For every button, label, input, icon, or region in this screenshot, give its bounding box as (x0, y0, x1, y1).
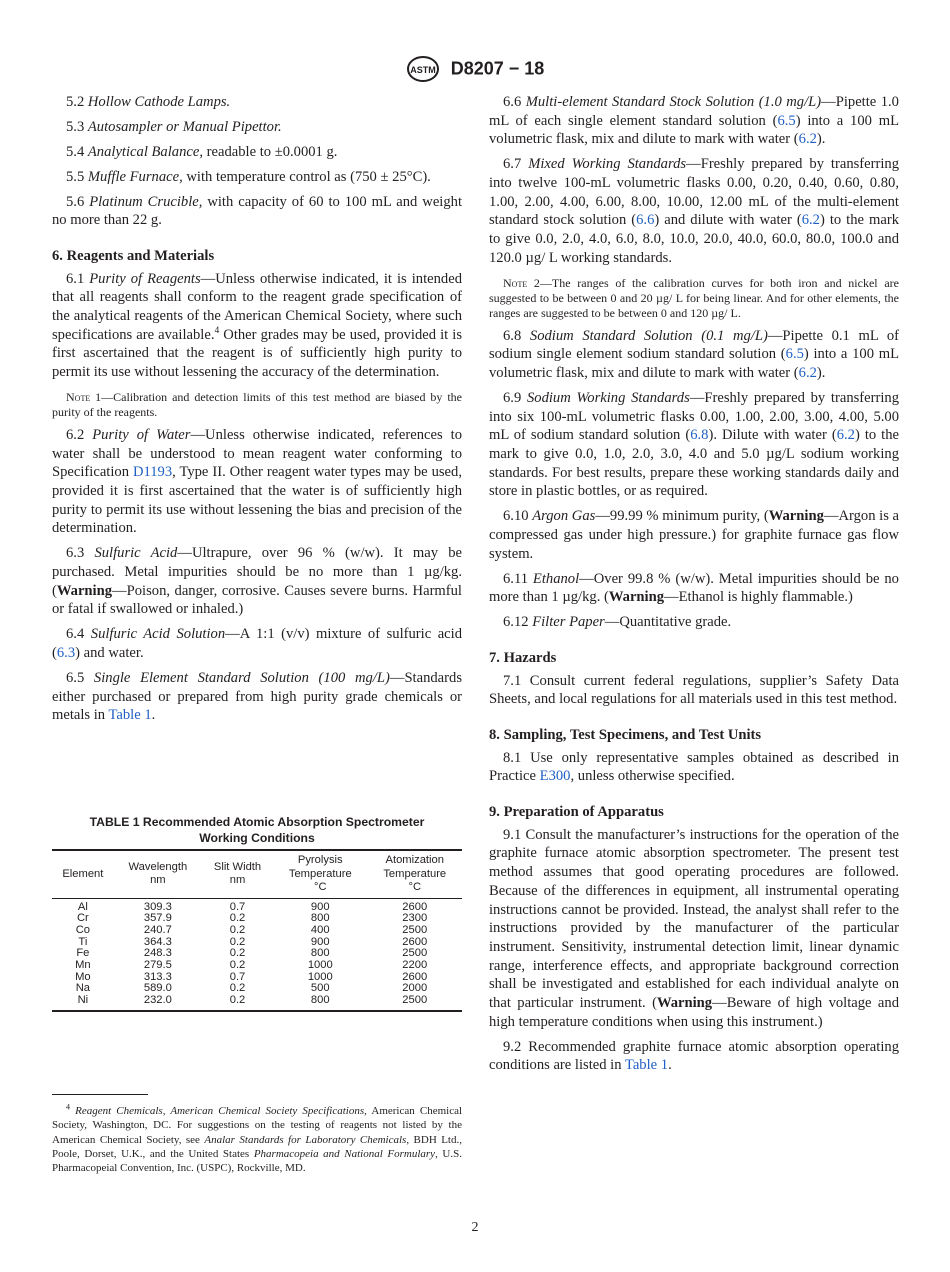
text: —Unless otherwise indicated, references to water shall be understood to mean reagent water conforming to Specification (52, 426, 462, 481)
text: —Freshly prepared by transferring into twelve 100-mL volumetric flasks 0.00, 0.20, 0.40, 0.60, 0.80, 1.00, 2.00, 4.00, 6.00, 8.00, 10.00, 12.00 mL of the multi-element standard stock solution ( (489, 156, 900, 229)
text: 8. Sampling, Test Specimens, and Test Units (489, 726, 762, 743)
italic-text: Argon Gas (532, 508, 596, 525)
table-row (52, 937, 462, 949)
header-line: °C (408, 881, 422, 893)
designation: D8207 − 18 (450, 58, 545, 79)
italic-text: Hollow Cathode Lamps. (87, 94, 231, 110)
text: ). (816, 131, 826, 148)
italic-text: Sodium Working Standards (526, 389, 690, 406)
text: . (151, 707, 156, 724)
table-cell: 0.7 (229, 970, 246, 983)
italic-text: Sulfuric Acid Solution (90, 626, 226, 643)
table-cell: 0.2 (229, 994, 246, 1007)
text: . (668, 1057, 672, 1074)
text: 6.1 (66, 270, 90, 287)
table-header-row (52, 850, 462, 898)
italic-text: Autosampler or Manual Pipettor. (87, 118, 282, 135)
italic-text: Filter Paper (532, 614, 605, 631)
note-label: Note (503, 275, 528, 290)
table-row (52, 960, 462, 972)
italic-text: Sodium Standard Solution (0.1 mg/L) (529, 327, 768, 344)
note (52, 390, 462, 420)
paragraph (489, 613, 899, 632)
footnote-4 (52, 1104, 462, 1175)
note (489, 276, 899, 321)
text: 6.6 (503, 94, 526, 110)
text: —Unless otherwise indicated, it is intended that all reagents shall conform to the reagent grade specification of the analytical reagents of the American Chemical Society, where such specifications are available. (52, 270, 462, 343)
table-row (52, 983, 462, 995)
table-cell: 589.0 (143, 982, 172, 995)
cross-reference-link[interactable]: Table 1 (108, 707, 152, 724)
italic-text: Pharmacopeia and National Formulary (253, 1147, 436, 1160)
text: Other grades may be used, provided it is first ascertained that the reagent is of sufficiently high purity to permit its use without lessening the accuracy of the determination. (52, 326, 462, 381)
cross-reference-link[interactable]: 6.5 (785, 346, 804, 363)
text: —Ethanol is highly flammable.) (664, 589, 853, 606)
bold-text: Warning (608, 589, 665, 606)
cross-reference-link[interactable]: 6.6 (636, 212, 655, 229)
text: ) into a 100 mL volumetric flask, mix and dilute to mark with water ( (489, 346, 899, 381)
paragraph (489, 327, 899, 383)
text: 2—The ranges of the calibration curves for both iron and nickel are suggested to be between 0 and 20 µg/ L for being linear. And for other elements, the ranges are suggested to be between 0 and 120 µg/ L. (489, 275, 899, 320)
text: ) into a 100 mL volumetric flask, mix and dilute to mark with water ( (489, 112, 899, 148)
text: 5.5 (66, 168, 88, 185)
header-line: Slit Width (213, 860, 262, 873)
astm-logo-icon (406, 56, 440, 82)
table-cell: 2500 (402, 923, 428, 936)
text: ). (816, 364, 826, 381)
paragraph (52, 143, 462, 162)
note-label: Note (66, 389, 91, 404)
table-row (52, 913, 462, 925)
text: —Ultrapure, over 96 % (w/w). It may be purchased. Metal impurities should be no more than 1 µg/kg. ( (52, 545, 462, 599)
table-cell: 2000 (402, 982, 428, 995)
text: 5.2 (66, 94, 88, 110)
text: 5.6 (66, 193, 90, 210)
cross-reference-link[interactable]: 6.2 (801, 212, 820, 229)
text: ) to the mark to give 0.0, 1.0, 2.0, 3.0, 4.0 and 5.0 µg/L sodium working standards. For best results, prepare these working standards daily and store in plastic bottles, or as required. (489, 427, 900, 500)
table-cell: 2200 (402, 959, 428, 972)
cross-reference-link[interactable]: 6.3 (56, 645, 76, 661)
italic-text: Multi-element Standard Stock Solution (1.0 mg/L) (525, 94, 822, 110)
table-cell: 2600 (402, 970, 428, 983)
bold-text: Warning (768, 508, 824, 525)
text: —Quantitative grade. (604, 614, 732, 631)
text: , American Chemical Society, Washington, DC. For suggestions on the testing of reagents not listed by the American Chemical Society, see (52, 1105, 463, 1146)
paragraph (52, 544, 462, 619)
table-cell: Cr (76, 912, 89, 925)
table-cell: 309.3 (143, 900, 172, 913)
header-line: nm (229, 874, 246, 887)
paragraph (489, 93, 899, 149)
paragraph (489, 155, 899, 267)
text: 9.1 Consult the manufacturer’s instructions for the operation of the graphite furnace atomic absorption spectrometer. The present test method assumes that good operating procedures are followed. Because of the differences in equipment, all instrumental operating instructions cannot be provided. Instead, the analyst shall refer to the instructions provided by the manufacturer of the particular instrument. Sensitivity, instrumental detection limit, linear dynamic range, interference effects, and appropriate background correction shall be investigated and established for each individual analyte on that particular instrument. ( (489, 826, 899, 1012)
table-cell: 0.2 (229, 959, 246, 972)
text: 7.1 Consult current federal regulations, supplier’s Safety Data Sheets, and local regulations for all materials used in this test method. (489, 672, 899, 708)
text: —Freshly prepared by transferring into six 100-mL volumetric flasks 0.00, 1.00, 2.00, 3.00, 4.00, 5.00 mL of sodium standard solution ( (489, 389, 900, 444)
table-cell: 0.7 (229, 900, 246, 913)
text: 6.5 (66, 669, 94, 686)
header-line: nm (150, 874, 166, 887)
table-cell: 0.2 (229, 912, 246, 925)
bold-text: Warning (56, 582, 113, 599)
table-cell: 1000 (307, 970, 333, 983)
table-row (52, 948, 462, 960)
table-cell: 232.0 (143, 994, 172, 1007)
table-row (52, 972, 462, 984)
text: —Beware of high voltage and high temperature conditions when using this instrument.) (489, 995, 899, 1030)
text: 1—Calibration and detection limits of this test method are biased by the purity of the reagents. (52, 389, 462, 419)
right-column (489, 93, 899, 1081)
table-cell: 500 (310, 982, 330, 995)
text: —Standards either purchased or prepared from high purity grade chemicals or metals in (52, 669, 462, 724)
italic-text: Single Element Standard Solution (100 mg/L) (93, 669, 390, 686)
section-heading (52, 247, 462, 266)
header-line: °C (313, 881, 327, 893)
header-line: Wavelength (128, 860, 188, 873)
cross-reference-link[interactable]: 6.8 (690, 427, 709, 444)
text: 5.3 (66, 118, 88, 135)
italic-text: Platinum Crucible, (89, 193, 203, 210)
paragraph (52, 93, 462, 112)
table-cell: 800 (310, 912, 330, 925)
italic-text: Mixed Working Standards (528, 156, 687, 173)
table-cell: 357.9 (143, 912, 172, 925)
text: ) to the mark to give 0.0, 2.0, 4.0, 6.0, 8.0, 10.0, 20.0, 40.0, 60.0, 80.0, 100.0 and 120.0 µg/ L working standards. (489, 212, 899, 266)
header-line: Temperature (288, 867, 352, 880)
text: 6.7 (503, 156, 529, 173)
text: 6.11 (503, 570, 533, 587)
text: with temperature control as (750 ± 25°C). (182, 168, 431, 185)
table-cell: Na (75, 982, 91, 995)
cross-reference-link[interactable]: 6.5 (777, 112, 796, 129)
paragraph (52, 168, 462, 187)
table-cell: 900 (310, 935, 330, 948)
table-cell: 800 (310, 994, 330, 1007)
table-cell: 2600 (402, 900, 428, 913)
paragraph (489, 672, 899, 709)
text: 6.9 (503, 389, 527, 406)
text: —99.99 % minimum purity, ( (595, 508, 769, 525)
table-cell: 0.2 (229, 935, 246, 948)
table-cell: Mo (75, 970, 91, 983)
text: —Argon is a compressed gas under high pressure.) for graphite furnace gas flow system. (489, 508, 900, 562)
text: , unless otherwise specified. (570, 768, 735, 785)
text: 8.1 Use only representative samples obtained as described in Practice (489, 749, 899, 785)
table-row (52, 898, 462, 913)
italic-text: Analar Standards for Laboratory Chemicals (204, 1133, 407, 1146)
text: ). Dilute with water ( (708, 427, 837, 444)
cross-reference-link[interactable]: E300 (539, 768, 571, 785)
italic-text: Sulfuric Acid (94, 545, 178, 562)
text: 9.2 Recommended graphite furnace atomic absorption operating conditions are listed in (489, 1038, 899, 1074)
table-cell: 400 (310, 923, 330, 936)
column-header (368, 850, 463, 898)
page-number: 2 (471, 1220, 479, 1235)
paragraph (489, 570, 899, 607)
header-line: Element (62, 867, 104, 880)
paragraph (52, 270, 462, 382)
italic-text: Analytical Balance, (87, 143, 203, 160)
text: ) and dilute with water ( (654, 212, 802, 229)
table-cell: 900 (310, 900, 330, 913)
text: 6.10 (503, 508, 533, 525)
header-line: Atomization (385, 854, 444, 866)
column-header (52, 850, 114, 898)
text: —Over 99.8 % (w/w). Metal impurities should be no more than 1 µg/kg. ( (489, 570, 899, 606)
table-cell: 2600 (402, 935, 428, 948)
table-cell: Al (77, 900, 88, 913)
text: 6.4 (66, 626, 91, 643)
table-cell: Fe (76, 947, 90, 960)
paragraph (489, 389, 899, 501)
cross-reference-link[interactable]: 6.2 (836, 427, 855, 444)
table-cell: 2500 (402, 994, 428, 1007)
paragraph (489, 1038, 899, 1075)
table-cell: 313.3 (143, 970, 172, 983)
left-column (52, 93, 462, 731)
table-cell: 0.2 (229, 947, 246, 960)
paragraph (52, 426, 462, 538)
table-cell: 248.3 (143, 947, 172, 960)
text: —Poison, danger, corrosive. Causes severe burns. Harmful or fatal if swallowed or inhaled.) (52, 582, 462, 618)
column-header (273, 850, 367, 898)
table-cell: Mn (75, 959, 91, 972)
text: 6.2 (66, 426, 93, 443)
table-cell: Ti (78, 935, 88, 948)
table-cell: 2300 (402, 912, 428, 925)
text: 6.12 (503, 614, 533, 631)
footnote-marker: 4 (66, 1102, 70, 1112)
text: 6.8 (503, 327, 530, 344)
section-heading (489, 803, 899, 822)
text: 6. Reagents and Materials (52, 247, 215, 264)
paragraph (489, 507, 899, 563)
text: —Pipette 0.1 mL of sodium single element sodium standard solution ( (489, 327, 899, 363)
text: , Type II. Other reagent water types may be used, provided it is first ascertained that the water is of sufficiently high purity to permit its use without lessening the bias and precision of the determination. (52, 464, 462, 537)
table-cell: 800 (310, 947, 330, 960)
footnote-divider (52, 1094, 148, 1095)
text: —Pipette 1.0 mL of each single element standard solution ( (489, 94, 899, 129)
italic-text: Muffle Furnace, (87, 168, 183, 185)
italic-text: Purity of Water (92, 426, 191, 443)
cross-reference-link[interactable]: 6.2 (798, 131, 817, 148)
table-cell: 240.7 (143, 923, 172, 936)
text: with capacity of 60 to 100 mL and weight no more than 22 g. (52, 193, 463, 229)
header-line: Pyrolysis (297, 854, 343, 866)
table-cell: 2500 (402, 947, 428, 960)
table-1 (52, 815, 462, 1012)
section-heading (489, 649, 899, 668)
footnote-marker: 4 (214, 325, 220, 336)
bold-text: Warning (656, 995, 713, 1012)
svg-text:ASTM: ASTM (409, 65, 436, 75)
column-header (202, 850, 273, 898)
text: 5.4 (66, 143, 88, 160)
cross-reference-link[interactable]: D1193 (132, 464, 173, 481)
table-cell: 279.5 (143, 959, 172, 972)
cross-reference-link[interactable]: Table 1 (624, 1057, 669, 1074)
italic-text: Purity of Reagents (89, 270, 201, 287)
italic-text: Ethanol (532, 570, 580, 587)
paragraph (52, 193, 462, 230)
paragraph (489, 749, 899, 786)
paragraph (489, 826, 899, 1032)
page-header (0, 56, 950, 82)
table-cell: 364.3 (143, 935, 172, 948)
paragraph (52, 118, 462, 137)
text: , BDH Ltd., Poole, Dorset, U.K., and the United States (52, 1133, 462, 1160)
table-row (52, 995, 462, 1011)
text: 6.3 (66, 545, 95, 562)
text: readable to ±0.0001 g. (202, 143, 338, 160)
text: 7. Hazards (489, 649, 557, 666)
cross-reference-link[interactable]: 6.2 (798, 364, 817, 381)
table-cell: 0.2 (229, 923, 246, 936)
header-line: Temperature (383, 867, 447, 880)
text: ) and water. (75, 645, 144, 661)
table-cell: Co (75, 923, 91, 936)
section-heading (489, 726, 899, 745)
table-row (52, 925, 462, 937)
paragraph (52, 625, 462, 662)
table-cell: 1000 (307, 959, 333, 972)
paragraph (52, 669, 462, 725)
italic-text: Reagent Chemicals, American Chemical Society Specifications (75, 1105, 365, 1117)
text: 9. Preparation of Apparatus (489, 804, 664, 821)
column-header (114, 850, 202, 898)
text: , U.S. Pharmacopeial Convention, Inc. (USPC), Rockville, MD. (52, 1147, 462, 1175)
table-cell: Ni (77, 994, 89, 1007)
conditions-table (52, 849, 462, 1012)
table-cell: 0.2 (229, 982, 246, 995)
table-caption: TABLE 1 Recommended Atomic Absorption Spectrometer Working Conditions (89, 815, 425, 845)
text: —A 1:1 (v/v) mixture of sulfuric acid ( (52, 626, 463, 661)
